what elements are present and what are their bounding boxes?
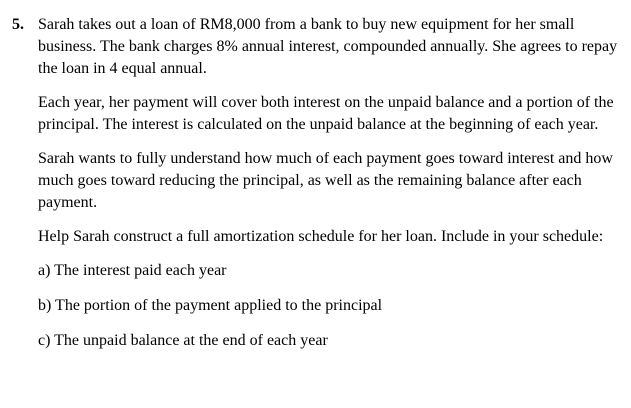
question-5 [12, 14, 624, 365]
payment-explanation-paragraph: Each year, her payment will cover both interest on the unpaid balance and a portion of the principal. The interest is calculated on the unpaid balance at the beginning of each year. [38, 94, 614, 133]
item-unpaid-balance: c) The unpaid balance at the end of each year [38, 332, 328, 349]
goal-paragraph: Sarah wants to fully understand how much of each payment goes toward interest and how much goes toward reducing the principal, as well as the remaining balance after each payment. [38, 150, 613, 211]
loan-description-paragraph: Sarah takes out a loan of RM8,000 from a bank to buy new equipment for her small business. The bank charges 8% annual interest, compounded annually. She agrees to repay the loan in 4 equal annual. [38, 16, 618, 77]
item-interest-paid: a) The interest paid each year [38, 262, 227, 279]
instruction-paragraph: Help Sarah construct a full amortization schedule for her loan. Include in your schedule: [38, 228, 604, 245]
item-principal-portion: b) The portion of the payment applied to the principal [38, 297, 383, 314]
question-body [38, 14, 624, 352]
question-number: 5. [12, 16, 24, 33]
